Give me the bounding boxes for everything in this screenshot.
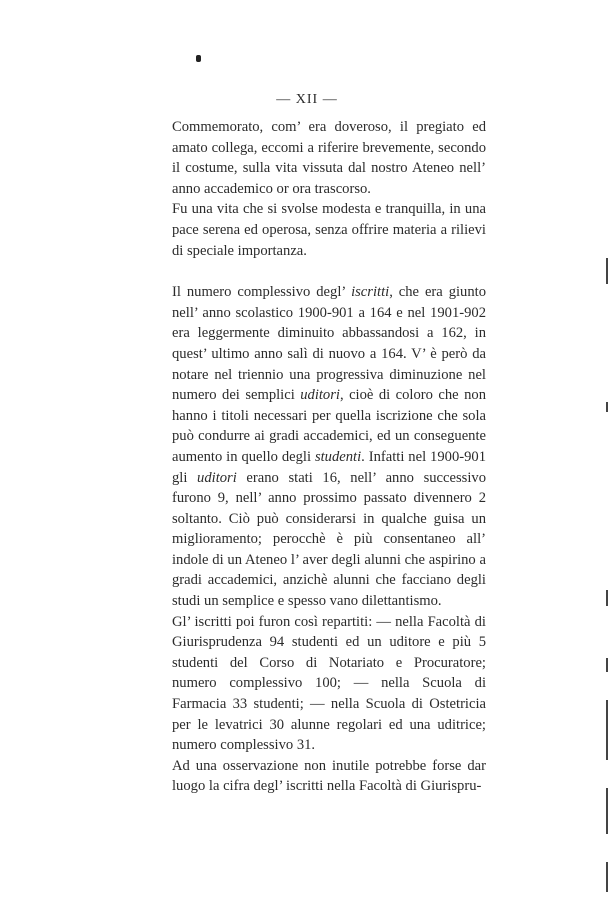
paragraph-numero-iscritti: [172, 282, 486, 612]
text-run: Il numero complessivo degl’: [172, 284, 352, 301]
edge-mark: [606, 258, 608, 284]
text-run: erano stati 16, nell’ anno successivo furono 9, nell’ anno prossimo passato divennero 2 soltanto. Ciò può considerarsi in qualche guisa un miglioramento; perocchè è più consentaneo all’ indole di un Ateneo l’ aver degli alunni che aspirino a gradi accademici, anzichè alunni che facciano degli studi un semplice e spesso vano dilettantismo.: [172, 469, 486, 610]
text-run: Commemorato, com’ era doveroso, il pregiato ed amato collega, eccomi a riferire brevemente, secondo il costume, sulla vita vissuta dal nostro Ateneo nell’ anno accademico or ora trascorso.: [172, 119, 486, 197]
italic-term: uditori: [197, 469, 237, 486]
italic-term: iscritti: [351, 284, 390, 301]
paragraph-vita-modesta: [172, 199, 486, 261]
text-run: , che era giunto nell’ anno scolastico 1900-901 a 164 e nel 1901-902 era leggermente diminuito abbassandosi a 162, in quest’ ultimo anno salì di nuovo a 164. V’ è però da notare nel triennio una progressiva diminuzione nel numero dei semplici: [172, 284, 486, 404]
text-run: Ad una osservazione non inutile potrebbe forse dar luogo la cifra degl’ iscritti nella Facoltà di Giurispru-: [172, 757, 486, 795]
body-text: [172, 117, 486, 797]
paragraph-ripartizione: [172, 612, 486, 756]
paragraph-commemorato: [172, 117, 486, 199]
page-number: — XII —: [276, 92, 338, 107]
edge-mark: [606, 788, 608, 834]
edge-mark: [606, 590, 608, 606]
text-run: Gl’ iscritti poi furon così repartiti: — nella Facoltà di Giurisprudenza 94 studenti ed un uditore e più 5 studenti del Corso di Notariato e Procuratore; numero complessivo 100; — nella Scuola di Farmacia 33 studenti; — nella Scuola di Ostetricia per le levatrici 30 alunne regolari ed una uditrice; numero complessivo 31.: [172, 613, 486, 754]
ink-spot: [196, 55, 201, 62]
text-run: . Infatti nel 1900-901 gli: [172, 448, 486, 486]
edge-mark: [606, 862, 608, 892]
italic-term: uditori: [300, 387, 340, 404]
paragraph-osservazione: [172, 756, 486, 797]
edge-mark: [606, 658, 608, 672]
edge-mark: [606, 402, 608, 412]
text-run: , cioè di coloro che non hanno i titoli necessari per quella iscrizione che sola può condurre ai gradi accademici, ed un conseguente aumento in quello degli: [172, 387, 486, 465]
text-run: Fu una vita che si svolse modesta e tranquilla, in una pace serena ed operosa, senza offrire materia a rilievi di speciale importanza.: [172, 201, 486, 259]
italic-term: studenti: [314, 448, 362, 465]
edge-mark: [606, 700, 608, 760]
